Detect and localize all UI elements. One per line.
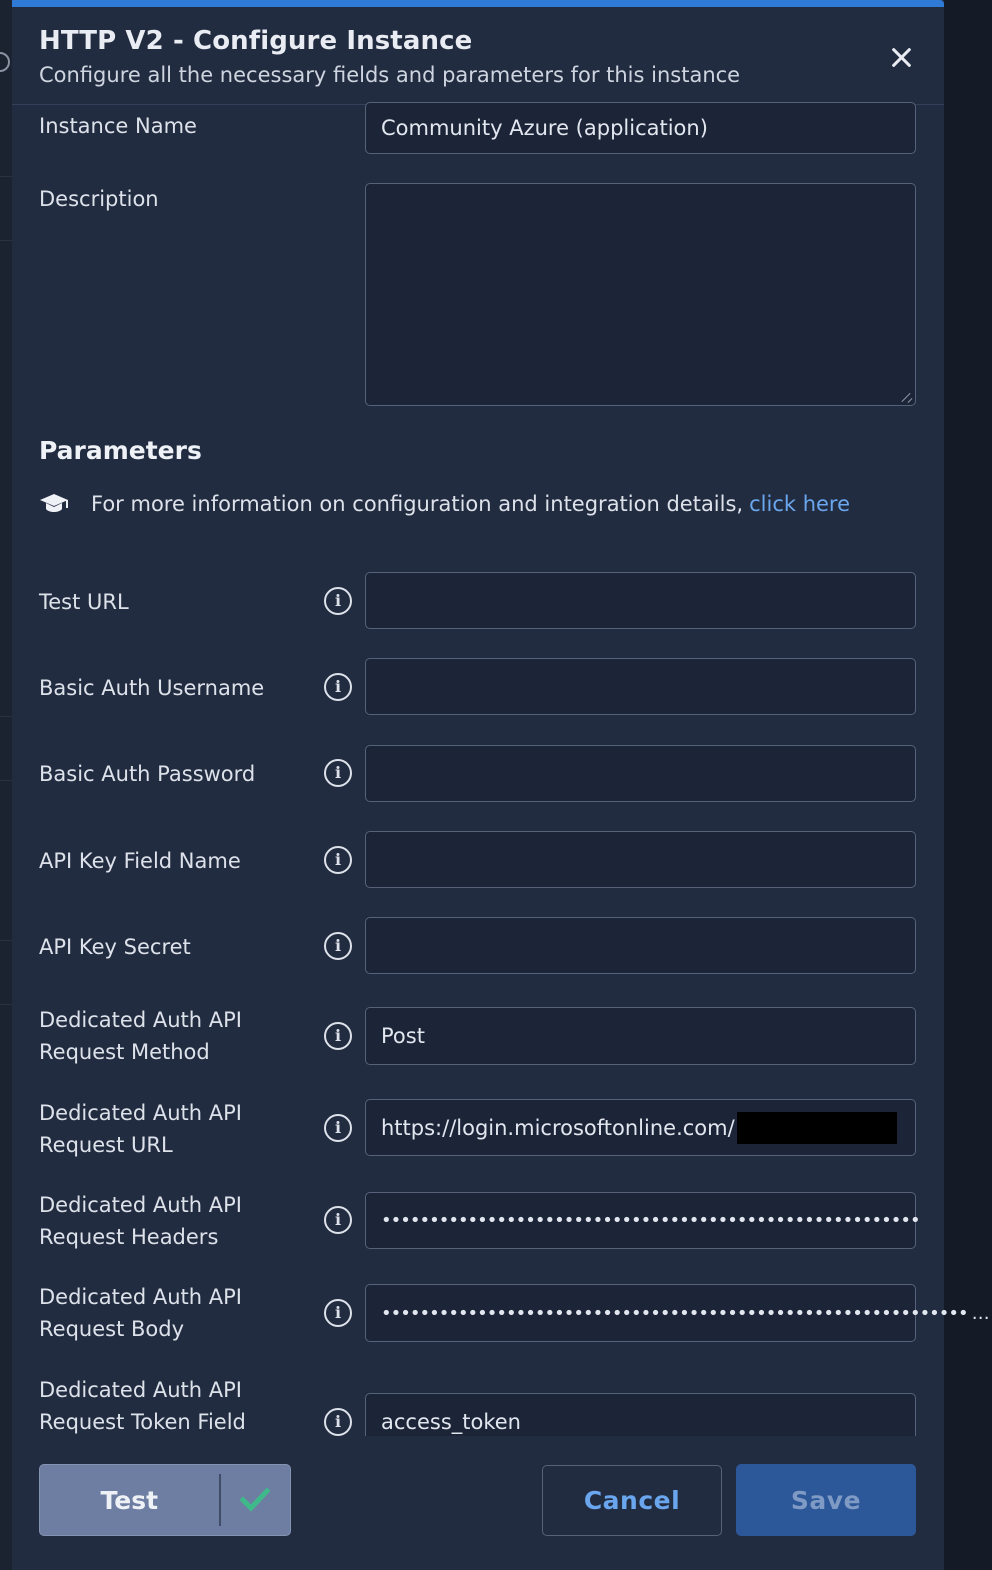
- info-icon[interactable]: i: [324, 1408, 352, 1436]
- auth-request-url-value: https://login.microsoftonline.com/: [381, 1115, 735, 1140]
- instance-name-label: Instance Name: [39, 114, 197, 138]
- info-icon[interactable]: i: [324, 1299, 352, 1327]
- description-textarea[interactable]: [365, 183, 916, 406]
- graduation-cap-icon: [39, 492, 69, 516]
- background-divider: [0, 1004, 12, 1005]
- cancel-button[interactable]: Cancel: [542, 1465, 722, 1536]
- info-icon[interactable]: i: [324, 846, 352, 874]
- basic-auth-password-label: Basic Auth Password: [39, 762, 256, 786]
- configure-instance-dialog: [12, 0, 992, 1570]
- instance-name-value: Community Azure (application): [381, 116, 708, 140]
- basic-auth-username-label: Basic Auth Username: [39, 676, 265, 700]
- background-divider: [0, 176, 12, 177]
- auth-request-body-label: Dedicated Auth API Request Body: [39, 1285, 242, 1341]
- masked-value: ••••••••••••••••••••••••••••••••••••••••••••••••••••••••: [381, 1210, 920, 1231]
- dialog-header: [12, 7, 944, 105]
- auth-request-method-value: Post: [381, 1024, 425, 1048]
- basic-auth-password-input[interactable]: [365, 745, 916, 802]
- info-icon[interactable]: i: [324, 1206, 352, 1234]
- test-url-input[interactable]: [365, 572, 916, 629]
- api-key-field-name-input[interactable]: [365, 831, 916, 888]
- background-divider: [0, 716, 12, 717]
- basic-auth-username-input[interactable]: [365, 658, 916, 715]
- auth-request-token-field-label: Dedicated Auth API Request Token Field: [39, 1378, 246, 1434]
- dialog-body: [12, 106, 992, 1436]
- info-icon[interactable]: i: [324, 759, 352, 787]
- info-icon[interactable]: i: [324, 1114, 352, 1142]
- overflow-ellipsis: …: [971, 1302, 992, 1324]
- api-key-secret-input[interactable]: [365, 917, 916, 974]
- background-divider: [0, 940, 12, 941]
- checkmark-icon: [221, 1488, 290, 1512]
- parameters-heading: Parameters: [39, 436, 202, 465]
- dialog-subtitle: Configure all the necessary fields and parameters for this instance: [39, 63, 741, 87]
- background-divider: [0, 240, 12, 241]
- instance-name-input[interactable]: [365, 102, 916, 154]
- test-url-label: Test URL: [39, 590, 129, 614]
- auth-request-method-label: Dedicated Auth API Request Method: [39, 1008, 242, 1064]
- parameters-info-text: For more information on configuration and integration details,: [91, 492, 744, 516]
- close-icon[interactable]: [886, 43, 916, 73]
- dialog-footer: [12, 1436, 944, 1570]
- auth-request-url-input[interactable]: [365, 1099, 916, 1156]
- background-icon: [0, 52, 10, 72]
- resize-handle-icon[interactable]: [901, 391, 913, 403]
- background-app: [0, 0, 12, 1570]
- redaction-block: [737, 1112, 897, 1144]
- auth-request-body-input[interactable]: [365, 1284, 992, 1342]
- token-field-value: access_token: [381, 1410, 521, 1434]
- save-button[interactable]: Save: [736, 1464, 916, 1536]
- auth-request-method-input[interactable]: [365, 1007, 916, 1065]
- click-here-link[interactable]: click here: [749, 492, 851, 516]
- auth-request-headers-input[interactable]: [365, 1192, 920, 1249]
- dialog-title: HTTP V2 - Configure Instance: [39, 26, 473, 56]
- auth-request-headers-label: Dedicated Auth API Request Headers: [39, 1193, 242, 1249]
- info-icon[interactable]: i: [324, 587, 352, 615]
- info-icon[interactable]: i: [324, 932, 352, 960]
- info-icon[interactable]: i: [324, 1022, 352, 1050]
- test-button[interactable]: [39, 1464, 291, 1536]
- test-button-label: Test: [100, 1485, 159, 1515]
- background-divider: [0, 780, 12, 781]
- parameters-info: [39, 488, 850, 520]
- description-label: Description: [39, 187, 159, 211]
- auth-request-url-label: Dedicated Auth API Request URL: [39, 1101, 242, 1157]
- dialog-accent-bar: [12, 0, 944, 7]
- masked-value: •••••••••••••••••••••••••••••••••••••••••••••••••••••••••••••: [381, 1302, 968, 1324]
- api-key-secret-label: API Key Secret: [39, 935, 191, 959]
- info-icon[interactable]: i: [324, 673, 352, 701]
- api-key-field-name-label: API Key Field Name: [39, 849, 241, 873]
